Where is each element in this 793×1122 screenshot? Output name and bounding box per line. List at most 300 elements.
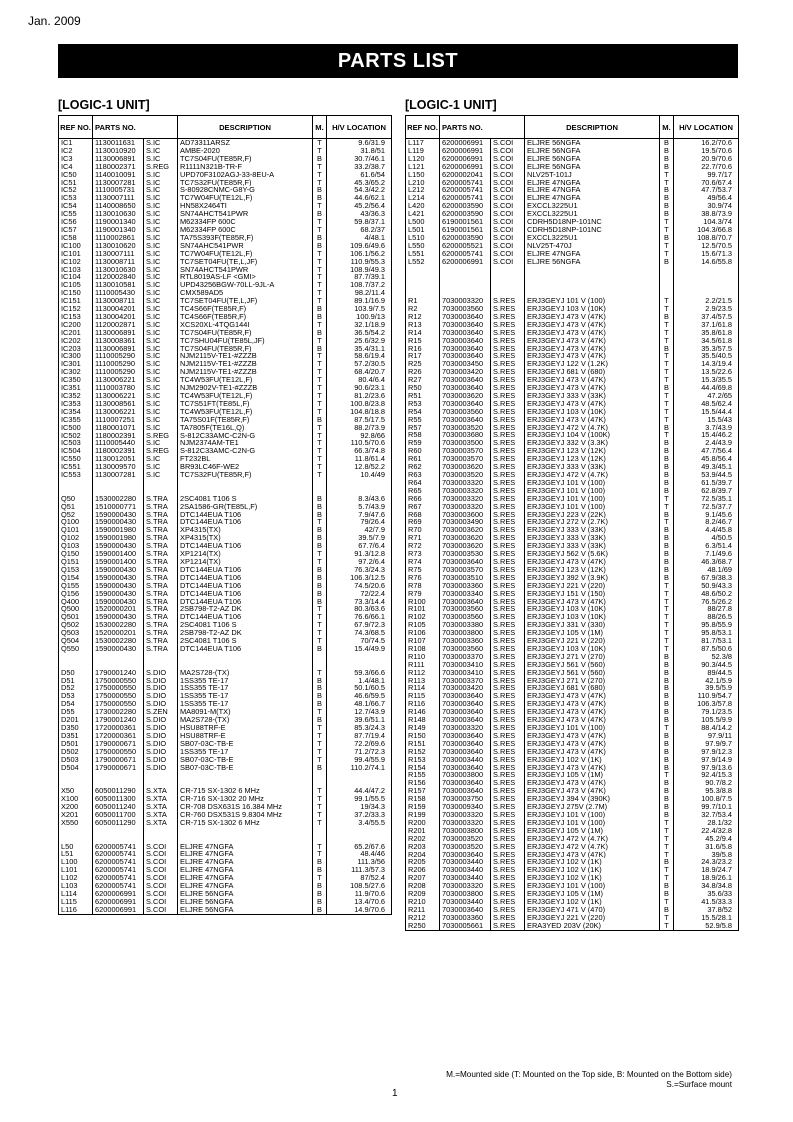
ref-no: R207 bbox=[406, 874, 440, 882]
mounted-side: B bbox=[660, 653, 674, 661]
mounted-side: B bbox=[660, 534, 674, 542]
ref-no: D350 bbox=[59, 724, 93, 732]
mount-type: S.RES bbox=[491, 764, 525, 772]
description: ERJ3GEYJ 333 V (33K) bbox=[525, 534, 660, 542]
parts-no: 7030003640 bbox=[440, 352, 491, 360]
description: ERJ3GEYJ 473 V (47K) bbox=[525, 716, 660, 724]
mount-type: S.COI bbox=[144, 858, 178, 866]
ref-no: R205 bbox=[406, 858, 440, 866]
table-row bbox=[59, 511, 392, 519]
mounted-side: T bbox=[660, 922, 674, 930]
mount-type: S.RES bbox=[491, 345, 525, 353]
mounted-side: B bbox=[313, 582, 327, 590]
parts-no: 6050011290 bbox=[93, 787, 144, 795]
table-row bbox=[59, 858, 392, 866]
mounted-side: T bbox=[313, 455, 327, 463]
location: 2.2/21.5 bbox=[674, 297, 739, 305]
mounted-side: T bbox=[660, 914, 674, 922]
mounted-side: T bbox=[313, 376, 327, 384]
parts-no: 1720000361 bbox=[93, 724, 144, 732]
description: AMBE-2020 bbox=[178, 147, 313, 155]
location: 97.9/13.6 bbox=[674, 764, 739, 772]
location: 10.4/49 bbox=[327, 471, 392, 479]
mount-type: S.IC bbox=[144, 179, 178, 187]
description: ERJ3GEYJ 681 V (680) bbox=[525, 684, 660, 692]
parts-no: 1790001240 bbox=[93, 669, 144, 677]
ref-no: D53 bbox=[59, 692, 93, 700]
location: 41.5/33.3 bbox=[674, 898, 739, 906]
mount-type: S.RES bbox=[491, 392, 525, 400]
mounted-side: T bbox=[313, 756, 327, 764]
description: ERJ3GEYJ 105 V (1M) bbox=[525, 827, 660, 835]
table-row bbox=[406, 740, 739, 748]
table-row bbox=[59, 558, 392, 566]
mounted-side: T bbox=[313, 518, 327, 526]
mount-type: S.IC bbox=[144, 250, 178, 258]
description: CR-715 SX-1302 6 MHz bbox=[178, 787, 313, 795]
parts-no: 1590000430 bbox=[93, 542, 144, 550]
spacer-cell bbox=[406, 273, 440, 281]
mount-type: S.RES bbox=[491, 827, 525, 835]
description: XCS20XL-4TQG144I bbox=[178, 321, 313, 329]
mount-type: S.COI bbox=[144, 874, 178, 882]
mount-type: S.IC bbox=[144, 226, 178, 234]
mount-type: S.RES bbox=[491, 851, 525, 859]
ref-no: Q50 bbox=[59, 495, 93, 503]
parts-no: 7030003620 bbox=[440, 542, 491, 550]
mounted-side: B bbox=[313, 234, 327, 242]
ref-no: R70 bbox=[406, 526, 440, 534]
mounted-side: B bbox=[313, 534, 327, 542]
mounted-side: T bbox=[660, 613, 674, 621]
mounted-side: T bbox=[660, 851, 674, 859]
location: 76.3/24.3 bbox=[327, 566, 392, 574]
parts-no: 6200006991 bbox=[440, 163, 491, 171]
description: ERJ3GEYJ 473 V (47K) bbox=[525, 400, 660, 408]
location: 49.3/45.1 bbox=[674, 463, 739, 471]
description: 2SC4081 T106 S bbox=[178, 637, 313, 645]
parts-no: 6190001561 bbox=[440, 218, 491, 226]
description: ERJ3GEYJ 473 V (47K) bbox=[525, 376, 660, 384]
description: TC7S32FU(TE85R,F) bbox=[178, 471, 313, 479]
parts-no: 7030003560 bbox=[440, 645, 491, 653]
description: NJM2115V-TE1-#ZZZB bbox=[178, 360, 313, 368]
location: 11.8/61.4 bbox=[327, 455, 392, 463]
ref-no: R250 bbox=[406, 922, 440, 930]
ref-no: R200 bbox=[406, 819, 440, 827]
table-row bbox=[59, 408, 392, 416]
ref-no: R17 bbox=[406, 352, 440, 360]
parts-no: 6200003590 bbox=[440, 202, 491, 210]
table-row bbox=[406, 898, 739, 906]
mounted-side: B bbox=[313, 692, 327, 700]
ref-no: IC153 bbox=[59, 313, 93, 321]
location: 48.5/62.4 bbox=[674, 400, 739, 408]
ref-no: R153 bbox=[406, 756, 440, 764]
table-row bbox=[59, 898, 392, 906]
ref-no: Q150 bbox=[59, 550, 93, 558]
spacer-cell bbox=[313, 661, 327, 669]
mount-type: S.RES bbox=[491, 677, 525, 685]
mount-type: S.IC bbox=[144, 273, 178, 281]
table-row bbox=[59, 495, 392, 503]
mounted-side: B bbox=[660, 906, 674, 914]
mounted-side: T bbox=[660, 598, 674, 606]
parts-no: 1750000550 bbox=[93, 684, 144, 692]
mounted-side: B bbox=[313, 598, 327, 606]
location: 35.3/57.5 bbox=[674, 345, 739, 353]
description: HN58X2464TI bbox=[178, 202, 313, 210]
parts-no: 7030003640 bbox=[440, 732, 491, 740]
mounted-side: T bbox=[313, 819, 327, 827]
description: TC4S66F(TE85R,F) bbox=[178, 305, 313, 313]
parts-no: 7030003420 bbox=[440, 684, 491, 692]
location: 37.8/52 bbox=[674, 906, 739, 914]
mounted-side: T bbox=[313, 424, 327, 432]
ref-no: R67 bbox=[406, 503, 440, 511]
mounted-side: T bbox=[313, 629, 327, 637]
location: 31.8/51 bbox=[327, 147, 392, 155]
description: TC7S04FU(TE85R,F) bbox=[178, 329, 313, 337]
mounted-side: T bbox=[313, 289, 327, 297]
description: 2SC4081 T106 S bbox=[178, 495, 313, 503]
location: 97.9/14.9 bbox=[674, 756, 739, 764]
description: 1SS355 TE-17 bbox=[178, 677, 313, 685]
table-row bbox=[406, 416, 739, 424]
parts-no: 7030003560 bbox=[440, 605, 491, 613]
mount-type: S.COI bbox=[491, 218, 525, 226]
mount-type: S.XTA bbox=[144, 803, 178, 811]
mounted-side: T bbox=[660, 629, 674, 637]
description: ERJ3GEYJ 122 V (1.2K) bbox=[525, 360, 660, 368]
mount-type: S.RES bbox=[491, 376, 525, 384]
mount-type: S.RES bbox=[491, 882, 525, 890]
spacer-cell bbox=[491, 273, 525, 281]
mounted-side: B bbox=[313, 345, 327, 353]
location: 15.5/28.1 bbox=[674, 914, 739, 922]
ref-no: R14 bbox=[406, 329, 440, 337]
ref-no: IC502 bbox=[59, 432, 93, 440]
ref-no: IC300 bbox=[59, 352, 93, 360]
mounted-side: B bbox=[660, 463, 674, 471]
mounted-side: T bbox=[660, 637, 674, 645]
mounted-side: B bbox=[313, 890, 327, 898]
mounted-side: B bbox=[660, 258, 674, 266]
location: 89/44.5 bbox=[674, 669, 739, 677]
mount-type: S.RES bbox=[491, 566, 525, 574]
mounted-side: B bbox=[660, 424, 674, 432]
mounted-side: T bbox=[660, 835, 674, 843]
mount-type: S.REG bbox=[144, 447, 178, 455]
parts-no: 7030003640 bbox=[440, 400, 491, 408]
description: ERJ3GEYJ 221 V (220) bbox=[525, 914, 660, 922]
mount-type: S.RES bbox=[491, 692, 525, 700]
description: MA2S728-(TX) bbox=[178, 716, 313, 724]
description: ERJ3GEYJ 473 V (47K) bbox=[525, 764, 660, 772]
mount-type: S.RES bbox=[491, 748, 525, 756]
location: 104.3/66.8 bbox=[674, 226, 739, 234]
table-row bbox=[406, 431, 739, 439]
parts-no: 1130011631 bbox=[93, 139, 144, 147]
parts-no: 6200005741 bbox=[93, 843, 144, 851]
location: 4.4/45.8 bbox=[674, 526, 739, 534]
description: ELJRE 47NGFA bbox=[525, 179, 660, 187]
ref-no: L100 bbox=[59, 858, 93, 866]
location: 15.3/35.5 bbox=[674, 376, 739, 384]
description: ERJ3GEYJ 105 V (1M) bbox=[525, 771, 660, 779]
mount-type: S.RES bbox=[491, 590, 525, 598]
table-row bbox=[406, 408, 739, 416]
spacer-cell bbox=[660, 266, 674, 274]
mounted-side: B bbox=[660, 210, 674, 218]
table-row bbox=[59, 281, 392, 289]
parts-no: 1790000671 bbox=[93, 740, 144, 748]
mount-type: S.COI bbox=[491, 226, 525, 234]
location: 62.8/39.7 bbox=[674, 487, 739, 495]
mounted-side: T bbox=[313, 613, 327, 621]
parts-no: 1590001400 bbox=[93, 550, 144, 558]
mounted-side: B bbox=[313, 186, 327, 194]
mount-type: S.RES bbox=[491, 898, 525, 906]
location: 95.8/53.1 bbox=[674, 629, 739, 637]
mount-type: S.TRA bbox=[144, 598, 178, 606]
mount-type: S.IC bbox=[144, 424, 178, 432]
location: 76.6/66.1 bbox=[327, 613, 392, 621]
table-row bbox=[59, 574, 392, 582]
location: 35.8/61.8 bbox=[674, 329, 739, 337]
parts-no: 1190001340 bbox=[93, 218, 144, 226]
parts-no: 7030003490 bbox=[440, 518, 491, 526]
ref-no: Q103 bbox=[59, 542, 93, 550]
parts-no: 1590000430 bbox=[93, 590, 144, 598]
parts-no: 7030003320 bbox=[440, 503, 491, 511]
location: 67.9/72.3 bbox=[327, 621, 392, 629]
table-row bbox=[406, 424, 739, 432]
ref-no: R27 bbox=[406, 376, 440, 384]
mount-type: S.RES bbox=[491, 416, 525, 424]
parts-no: 6200005741 bbox=[93, 866, 144, 874]
mount-type: S.RES bbox=[491, 922, 525, 930]
ref-no: R108 bbox=[406, 645, 440, 653]
parts-no: 1530002280 bbox=[93, 637, 144, 645]
mount-type: S.COI bbox=[144, 882, 178, 890]
mounted-side: B bbox=[313, 495, 327, 503]
description: TC4S66F(TE85R,F) bbox=[178, 313, 313, 321]
spacer-cell bbox=[327, 835, 392, 843]
mount-type: S.RES bbox=[491, 400, 525, 408]
location: 87.5/50.6 bbox=[674, 645, 739, 653]
table-row bbox=[406, 566, 739, 574]
parts-no: 1110005290 bbox=[93, 368, 144, 376]
table-row bbox=[406, 234, 739, 242]
mount-type: S.RES bbox=[491, 439, 525, 447]
description: DTC144EUA T106 bbox=[178, 566, 313, 574]
description: ELJRE 47NGFA bbox=[178, 858, 313, 866]
parts-no: 7030003560 bbox=[440, 408, 491, 416]
ref-no: IC3 bbox=[59, 155, 93, 163]
ref-no: R1 bbox=[406, 297, 440, 305]
mount-type: S.IC bbox=[144, 186, 178, 194]
mount-type: S.RES bbox=[491, 550, 525, 558]
mount-type: S.RES bbox=[491, 621, 525, 629]
mounted-side: T bbox=[313, 558, 327, 566]
parts-no: 1130009570 bbox=[93, 463, 144, 471]
mount-type: S.RES bbox=[491, 645, 525, 653]
table-row bbox=[406, 147, 739, 155]
table-row bbox=[59, 874, 392, 882]
table-row bbox=[59, 313, 392, 321]
description: ELJRE 56NGFA bbox=[178, 890, 313, 898]
ref-no: R148 bbox=[406, 716, 440, 724]
table-row bbox=[406, 471, 739, 479]
mount-type: S.DIO bbox=[144, 669, 178, 677]
parts-no: 7030003600 bbox=[440, 511, 491, 519]
mounted-side: B bbox=[313, 590, 327, 598]
mounted-side: T bbox=[313, 432, 327, 440]
mount-type: S.TRA bbox=[144, 558, 178, 566]
location: 4/48.1 bbox=[327, 234, 392, 242]
mount-type: S.RES bbox=[491, 756, 525, 764]
mounted-side: B bbox=[660, 147, 674, 155]
mounted-side: B bbox=[313, 305, 327, 313]
ref-no: R64 bbox=[406, 479, 440, 487]
mounted-side: T bbox=[313, 392, 327, 400]
location: 45.3/65.2 bbox=[327, 179, 392, 187]
parts-no: 7030003320 bbox=[440, 819, 491, 827]
description: ERJ3GEYJ 472 V (4.7K) bbox=[525, 835, 660, 843]
table-row bbox=[406, 439, 739, 447]
mount-type: S.RES bbox=[491, 914, 525, 922]
location: 70/74.5 bbox=[327, 637, 392, 645]
mount-type: S.COI bbox=[144, 898, 178, 906]
table-row bbox=[59, 179, 392, 187]
table-row bbox=[59, 447, 392, 455]
table-row bbox=[406, 874, 739, 882]
ref-no: R212 bbox=[406, 914, 440, 922]
spacer-cell bbox=[144, 661, 178, 669]
table-row bbox=[406, 621, 739, 629]
table-row bbox=[59, 843, 392, 851]
table-row bbox=[59, 787, 392, 795]
parts-no: 7030003640 bbox=[440, 416, 491, 424]
description: TC7S51FT(TE85L,F) bbox=[178, 400, 313, 408]
parts-no: 1520000201 bbox=[93, 629, 144, 637]
location: 111.3/57.3 bbox=[327, 866, 392, 874]
location: 88.2/73.9 bbox=[327, 424, 392, 432]
description: FT232BL bbox=[178, 455, 313, 463]
location: 106.3/12.5 bbox=[327, 574, 392, 582]
ref-no: IC53 bbox=[59, 194, 93, 202]
mount-type: S.DIO bbox=[144, 700, 178, 708]
description: ELJRE 56NGFA bbox=[525, 139, 660, 147]
ref-no: R74 bbox=[406, 558, 440, 566]
table-row bbox=[406, 890, 739, 898]
location: 66.3/74.8 bbox=[327, 447, 392, 455]
spacer-cell bbox=[59, 487, 93, 495]
parts-no: 1750000550 bbox=[93, 748, 144, 756]
location: 15.5/44.4 bbox=[674, 408, 739, 416]
table-row bbox=[59, 629, 392, 637]
mount-type: S.RES bbox=[491, 803, 525, 811]
ref-no: R57 bbox=[406, 424, 440, 432]
mount-type: S.RES bbox=[491, 321, 525, 329]
location: 38.8/73.9 bbox=[674, 210, 739, 218]
spacer-cell bbox=[313, 779, 327, 787]
ref-no: IC58 bbox=[59, 234, 93, 242]
location: 8.3/43.6 bbox=[327, 495, 392, 503]
description: ERJ3GEYJ 103 V (10K) bbox=[525, 305, 660, 313]
parts-no: 6050011300 bbox=[93, 795, 144, 803]
ref-no: R15 bbox=[406, 337, 440, 345]
parts-no: 6050011240 bbox=[93, 803, 144, 811]
spacer-cell bbox=[406, 289, 440, 297]
mount-type: S.RES bbox=[491, 724, 525, 732]
spacer-cell bbox=[59, 653, 93, 661]
table-row bbox=[406, 226, 739, 234]
mounted-side: B bbox=[660, 684, 674, 692]
mounted-side: B bbox=[660, 740, 674, 748]
mount-type: S.RES bbox=[491, 463, 525, 471]
mount-type: S.RES bbox=[491, 526, 525, 534]
mount-type: S.COI bbox=[491, 202, 525, 210]
parts-no: 7030003360 bbox=[440, 637, 491, 645]
parts-no: 7030003640 bbox=[440, 748, 491, 756]
ref-no: L212 bbox=[406, 186, 440, 194]
mount-type: S.IC bbox=[144, 439, 178, 447]
mounted-side: B bbox=[660, 313, 674, 321]
table-row bbox=[406, 163, 739, 171]
mount-type: S.TRA bbox=[144, 550, 178, 558]
location: 13.4/70.6 bbox=[327, 898, 392, 906]
mounted-side: T bbox=[313, 360, 327, 368]
mount-type: S.TRA bbox=[144, 518, 178, 526]
mount-type: S.RES bbox=[491, 684, 525, 692]
ref-no: D504 bbox=[59, 764, 93, 772]
mount-type: S.COI bbox=[144, 843, 178, 851]
parts-no: 7030003340 bbox=[440, 590, 491, 598]
description: XP1214(TX) bbox=[178, 550, 313, 558]
parts-no: 7030003640 bbox=[440, 708, 491, 716]
mount-type: S.IC bbox=[144, 147, 178, 155]
location: 61.6/54 bbox=[327, 171, 392, 179]
mounted-side: T bbox=[313, 281, 327, 289]
parts-no: 1180002391 bbox=[93, 432, 144, 440]
ref-no: IC54 bbox=[59, 202, 93, 210]
description: ERJ3GEYJ 101 V (100) bbox=[525, 724, 660, 732]
description: HSU88TRF-E bbox=[178, 724, 313, 732]
table-row bbox=[406, 795, 739, 803]
mounted-side: T bbox=[313, 621, 327, 629]
parts-no: 7030003640 bbox=[440, 740, 491, 748]
ref-no: L51 bbox=[59, 850, 93, 858]
ref-no: R156 bbox=[406, 779, 440, 787]
mount-type: S.RES bbox=[491, 843, 525, 851]
description: M62334FP 600C bbox=[178, 218, 313, 226]
description: 2SB798-T2-AZ DK bbox=[178, 605, 313, 613]
table-row bbox=[406, 542, 739, 550]
mounted-side: T bbox=[313, 669, 327, 677]
parts-no: 1140008650 bbox=[93, 202, 144, 210]
description: SB07-03C-TB-E bbox=[178, 764, 313, 772]
parts-no: 1530002280 bbox=[93, 621, 144, 629]
description: 1SS355 TE-17 bbox=[178, 684, 313, 692]
ref-no: IC203 bbox=[59, 345, 93, 353]
location: 90.7/8.2 bbox=[674, 779, 739, 787]
parts-no: 1720000361 bbox=[93, 732, 144, 740]
ref-no: Q550 bbox=[59, 645, 93, 653]
ref-no: R107 bbox=[406, 637, 440, 645]
mounted-side: B bbox=[660, 234, 674, 242]
